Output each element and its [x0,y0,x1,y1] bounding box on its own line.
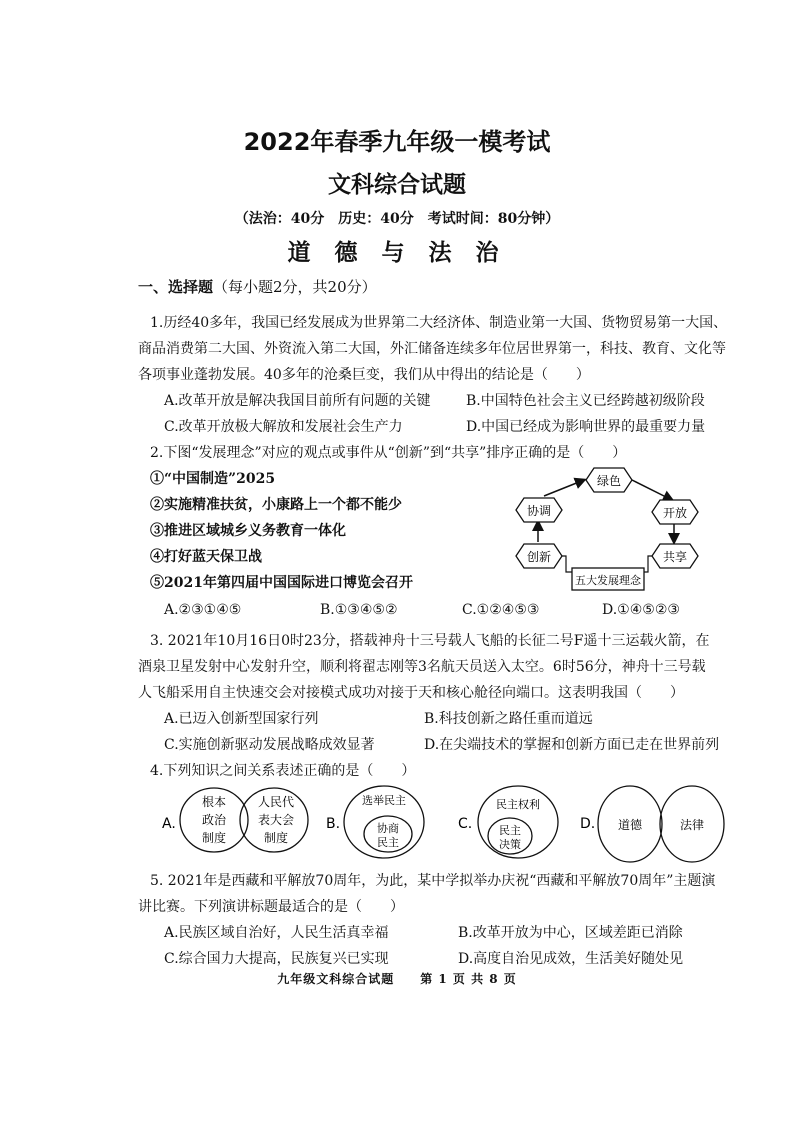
label-open: 开放 [662,506,688,520]
q4-c-inner-line1: 民主 [499,824,521,837]
page-footer: 九年级文科综合试题 第 1 页 共 8 页 [277,972,517,986]
q4-a-right-line2: 表大会 [257,813,295,827]
q4-b-inner-line2: 民主 [377,836,399,849]
q4-a-label: A. [162,816,176,832]
q1-line3: 各项事业蓬勃发展。40多年的沧桑巨变，我们从中得出的结论是（ ） [138,367,590,383]
q1-line1: 1.历经40多年，我国已经发展成为世界第二大经济体、制造业第一大国、货物贸易第一大国、 [150,315,728,331]
q4-c-label: C. [458,816,473,832]
q4-b-label: B. [326,816,341,832]
exam-subtitle: 文科综合试题 [328,172,466,198]
section-note: （每小题2分，共20分） [213,278,377,296]
q4-b-outer-text: 选举民主 [362,794,406,807]
q5-line2: 讲比赛。下列演讲标题最适合的是（ ） [138,899,404,915]
q4-a-right-line1: 人民代 [257,795,295,809]
q2-option-c: C.①②④⑤③ [462,602,540,618]
q2-item-3: ③推进区域城乡义务教育一体化 [150,523,346,539]
q4-c-inner-line2: 决策 [499,838,521,851]
q1-line2: 商品消费第二大国、外资流入第二大国，外汇储备连续多年位居世界第一，科技、教育、文化等 [138,341,726,357]
score-info: （法治：40分 历史：40分 考试时间：80分钟） [234,211,560,227]
q1-option-a: A.改革开放是解决我国目前所有问题的关键 [164,393,431,409]
development-concepts-diagram [508,462,708,598]
q1-option-d: D.中国已经成为影响世界的最重要力量 [466,419,706,435]
q4-c-outer-text: 民主权利 [496,798,540,811]
q3-option-b: B.科技创新之路任重而道远 [424,711,593,727]
q2-item-5: ⑤2021年第四届中国国际进口博览会召开 [150,575,413,591]
section-heading [138,276,377,297]
exam-title: 2022年春季九年级一模考试 [243,128,551,156]
q2-stem: 2.下图“发展理念”对应的观点或事件从“创新”到“共享”排序正确的是（ ） [150,445,627,461]
q3-line2: 酒泉卫星发射中心发射升空，顺利将翟志刚等3名航天员送入太空。6时56分，神舟十三号载 [138,659,706,675]
q3-option-a: A.已迈入创新型国家行列 [164,711,319,727]
q5-option-b: B.改革开放为中心，区域差距已消除 [458,925,683,941]
label-innovate: 创新 [526,550,552,564]
q5-option-c: C.综合国力大提高，民族复兴已实现 [164,951,389,967]
subject-title: 道 德 与 法 治 [287,240,507,266]
q3-line3: 人飞船采用自主快速交会对接模式成功对接于天和核心舱径向端口。这表明我国（ ） [138,685,684,701]
q5-option-d: D.高度自治见成效，生活美好随处见 [458,951,684,967]
q2-option-b: B.①③④⑤② [320,602,398,618]
q2-item-1: ①“中国制造”2025 [150,471,276,487]
q3-option-c: C.实施创新驱动发展战略成效显著 [164,737,375,753]
arrow-coordinate-to-green [544,480,584,496]
q4-stem: 4.下列知识之间关系表述正确的是（ ） [150,763,416,779]
q2-item-2: ②实施精准扶贫，小康路上一个都不能少 [150,497,402,513]
q4-relationship-diagrams [160,782,730,864]
q3-line1: 3. 2021年10月16日0时23分，搭载神舟十三号载人飞船的长征二号F遥十三运载火箭，在 [150,633,710,649]
label-share: 共享 [662,550,688,564]
connector-right [644,556,654,572]
q4-a-left-line2: 政治 [201,813,227,827]
q4-a-left-line1: 根本 [201,795,227,809]
q3-option-d: D.在尖端技术的掌握和创新方面已走在世界前列 [424,737,720,753]
q4-d-right-text: 法律 [679,818,705,832]
q4-d-label: D. [580,816,596,832]
q2-option-a: A.②③①④⑤ [164,602,242,618]
q4-b-inner-line1: 协商 [377,822,399,835]
label-green: 绿色 [596,474,622,488]
label-coordinate: 协调 [526,504,552,518]
label-concepts-box: 五大发展理念 [575,574,641,587]
q2-item-4: ④打好蓝天保卫战 [150,549,262,565]
q1-option-b: B.中国特色社会主义已经跨越初级阶段 [466,393,705,409]
arrow-green-to-open [632,480,672,500]
q5-option-a: A.民族区域自治好，人民生活真幸福 [164,925,389,941]
q2-option-d: D.①④⑤②③ [602,602,680,618]
q5-line1: 5. 2021年是西藏和平解放70周年，为此，某中学拟举办庆祝“西藏和平解放70周年”主题演 [150,873,716,889]
q1-option-c: C.改革开放极大解放和发展社会生产力 [164,419,403,435]
q4-a-right-line3: 制度 [263,831,289,845]
q4-a-left-line3: 制度 [201,831,227,845]
q4-d-left-text: 道德 [617,818,643,832]
section-label: 一、选择题 [138,278,214,296]
